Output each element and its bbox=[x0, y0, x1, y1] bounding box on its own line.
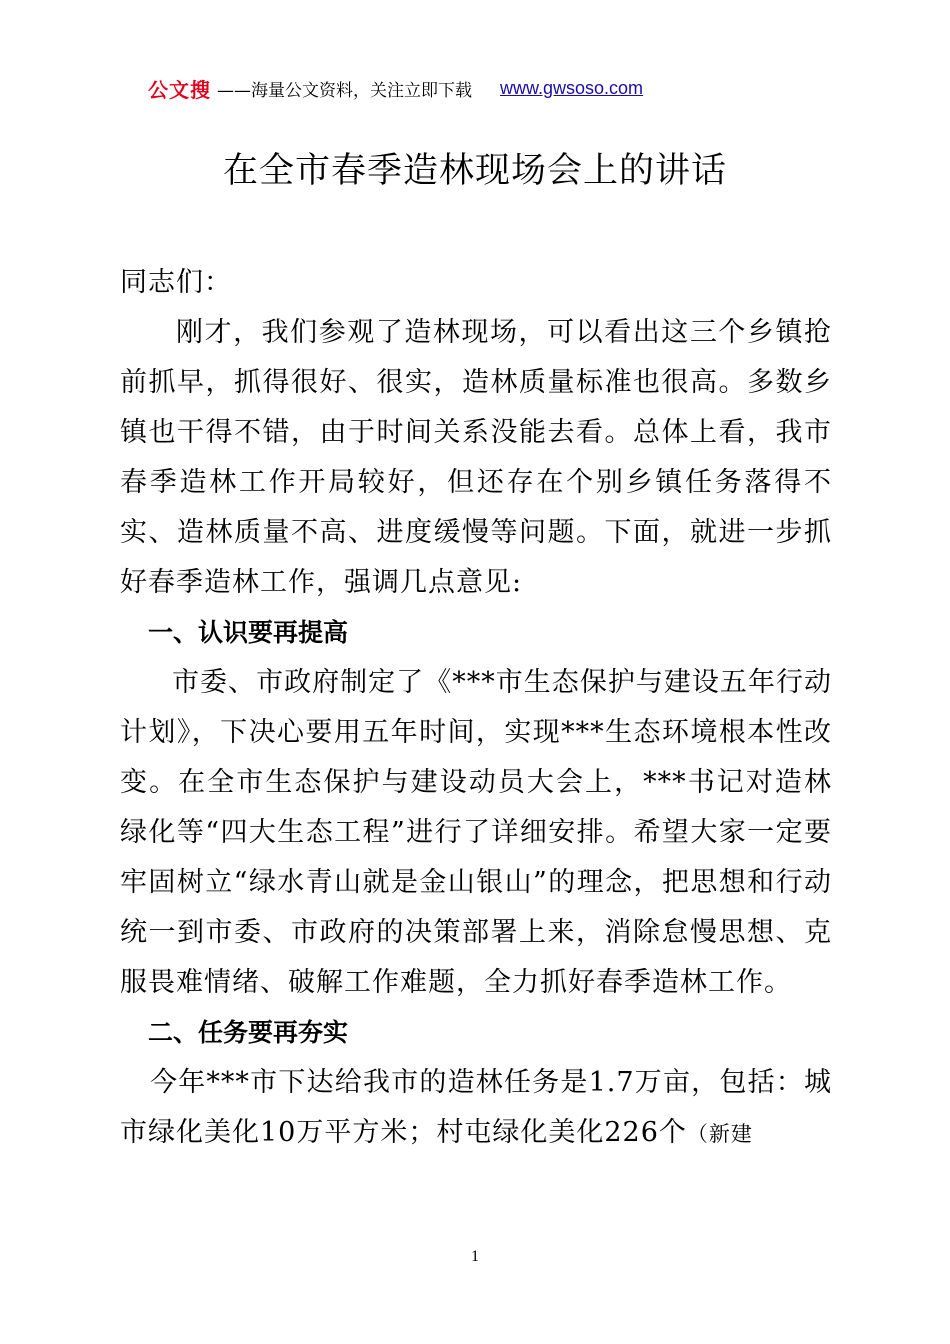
brand-logo-text: 公文搜 bbox=[148, 77, 211, 102]
intro-paragraph: 刚才，我们参观了造林现场，可以看出这三个乡镇抢前抓早，抓得很好、很实，造林质量标准也很高。多数乡镇也干得不错，由于时间关系没能去看。总体上看，我市春季造林工作开局较好，但还存在个别乡镇任务落得不实、造林质量不高、进度缓慢等问题。下面，就进一步抓好春季造林工作，强调几点意见: bbox=[120, 317, 832, 598]
section-1-paragraph: 市委、市政府制定了《***市生态保护与建设五年行动计划》，下决心要用五年时间，实现***生态环境根本性改变。在全市生态保护与建设动员大会上，***书记对造林绿化等“四大生态工程”进行了详细安排。希望大家一定要牢固树立“绿水青山就是金山银山”的理念，把思想和行动统一到市委、市政府的决策部署上来，消除怠慢思想、克服畏难情绪、破解工作难题，全力抓好春季造林工作。 bbox=[120, 667, 832, 998]
section-2-note: （新建 bbox=[686, 1122, 753, 1146]
document-body bbox=[120, 258, 832, 1159]
website-link[interactable]: www.gwsoso.com bbox=[500, 77, 644, 98]
section-2-paragraph bbox=[120, 1058, 832, 1159]
document-title: 在全市春季造林现场会上的讲话 bbox=[222, 151, 727, 191]
section-heading-1: 一、认识要再提高 bbox=[148, 618, 349, 647]
header-slogan: ——海量公文资料，关注立即下载 bbox=[217, 80, 472, 101]
salutation: 同志们： bbox=[120, 267, 232, 298]
page-header bbox=[148, 72, 643, 104]
section-2-text: 今年***市下达给我市的造林任务是1.7万亩，包括：城市绿化美化10万平方米；村屯绿化美化226个 bbox=[120, 1067, 832, 1148]
page-number: 1 bbox=[471, 1248, 479, 1265]
section-heading-2: 二、任务要再夯实 bbox=[148, 1018, 349, 1047]
